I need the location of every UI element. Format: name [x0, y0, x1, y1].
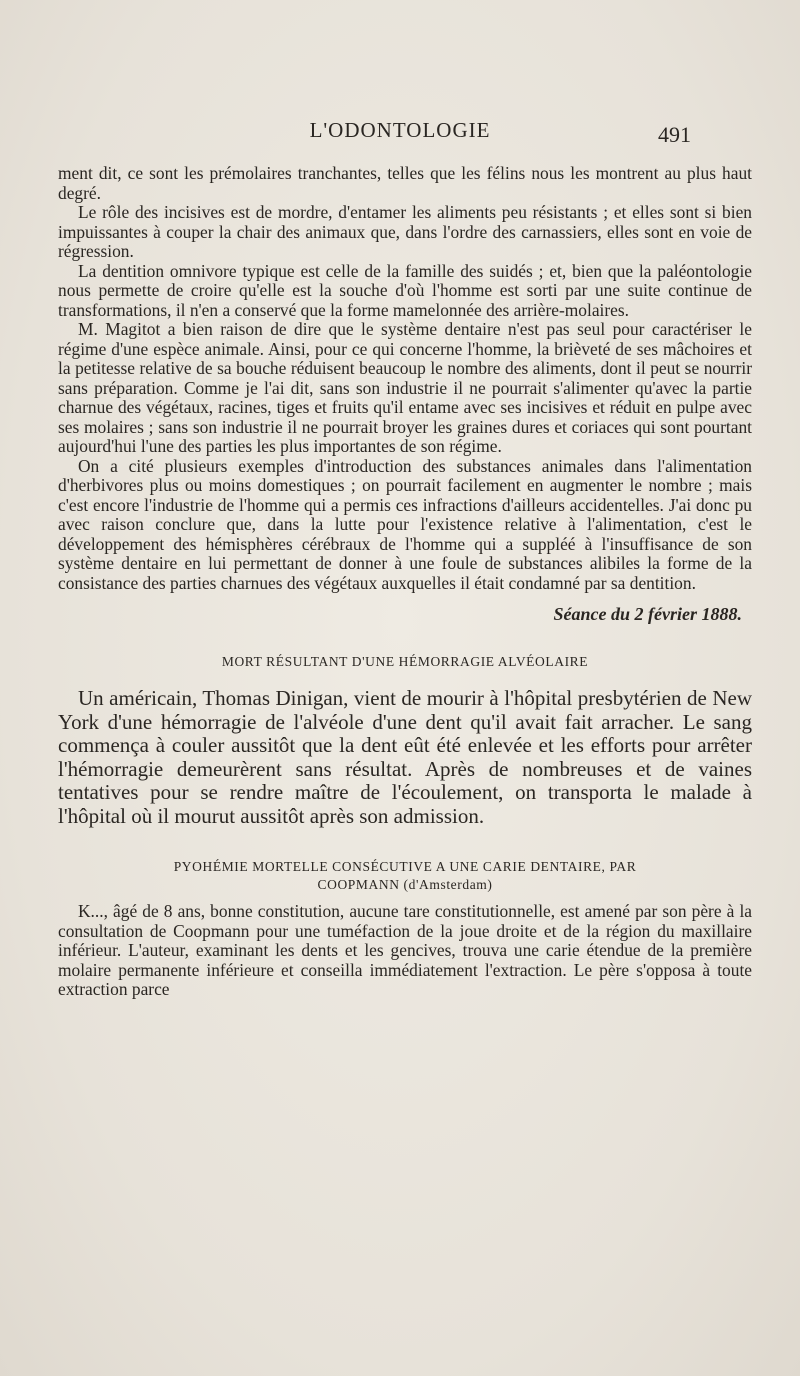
section-heading-author: COOPMANN: [317, 877, 400, 892]
paragraph-continuation: ment dit, ce sont les prémolaires tranchantes, telles que les félins nous les montrent au plus haut degré.: [58, 163, 752, 203]
section-heading-place: (d'Amsterdam): [403, 877, 493, 892]
page-number: 491: [658, 122, 691, 147]
paragraph-magitot: M. Magitot a bien raison de dire que le système dentaire n'est pas seul pour caractériser le régime d'une espèce animale. Ainsi, pour ce qui concerne l'homme, la brièveté de ses mâchoires et la petitesse relative de sa bouche réduisent beaucoup le nombre des aliments, dont il peut se nourrir sans préparation. Comme je l'ai dit, sans son industrie il ne pourrait s'alimenter qu'avec la partie charnue des végétaux, racines, tiges et fruits qu'il entame avec ses incisives et réduit en pulpe avec ses molaires ; sans son industrie il ne pourrait broyer les graines dures et coriaces qui sont pourtant aujourd'hui l'une des parties les plus importantes de son régime.: [58, 319, 752, 456]
page-body: [58, 164, 752, 1000]
session-date: Séance du 2 février 1888.: [553, 604, 742, 624]
paragraph-substances-animales: On a cité plusieurs exemples d'introduction des substances animales dans l'alimentation d'herbivores plus ou moins domestiques ; on pourrait facilement en augmenter le nombre ; mais c'est encore l'industrie de l'homme qui a permis ces infractions d'ailleurs accidentelles. J'ai donc pu avec raison conclure que, dans la lutte pour l'existence relative à l'alimentation, c'est le développement des hémisphères cérébraux de l'homme qui a suppléé à l'insuffisance de son système dentaire en lui permettant de donner à une foule de substances alibiles la forme de la consistance des parties charnues des végétaux auxquelles il était condamné par sa dentition.: [58, 455, 752, 593]
section-heading-line-2: [58, 876, 752, 894]
paragraph-dinigan: Un américain, Thomas Dinigan, vient de mourir à l'hôpital presbytérien de New York d'une hémorragie de l'alvéole d'une dent qu'il avait fait arracher. Le sang commença à couler aussitôt que la dent eût été enlevée et les efforts pour arrêter l'hémorragie demeurèrent sans résultat. Après de nombreuses et de vaines tentatives pour se rendre maître de l'écoulement, on transporta le malade à l'hôpital où il mourut aussitôt après son admission.: [58, 686, 752, 828]
paragraph-dentition-omnivore: La dentition omnivore typique est celle de la famille des suidés ; et, bien que la paléontologie nous permette de croire qu'elle est la souche d'où l'homme est sorti par une suite continue de transformations, il n'en a conservé que la forme mamelonnée des arrière-molaires.: [58, 260, 752, 320]
paragraph-incisives: Le rôle des incisives est de mordre, d'entamer les aliments peu résistants ; et elles sont si bien impuissantes à couper la chair des animaux que, dans l'ordre des carnassiers, elles sont en voie de régression.: [58, 202, 752, 261]
running-title: L'ODONTOLOGIE: [309, 118, 491, 142]
section-heading-line-1: PYOHÉMIE MORTELLE CONSÉCUTIVE A UNE CARIE DENTAIRE, PAR: [173, 859, 637, 874]
section-heading-hemorragie: MORT RÉSULTANT D'UNE HÉMORRAGIE ALVÉOLAIRE: [221, 654, 589, 669]
section-heading-pyohemie: [58, 858, 752, 894]
paragraph-coopmann-case: K..., âgé de 8 ans, bonne constitution, aucune tare constitutionnelle, est amené par son père à la consultation de Coopmann pour une tuméfaction de la joue droite et de la région du maxillaire inférieur. L'auteur, examinant les dents et les gencives, trouva une carie étendue de la première molaire permanente inférieure et conseilla immédiatement l'extraction. Le père s'opposa à toute extraction parce: [58, 901, 752, 999]
